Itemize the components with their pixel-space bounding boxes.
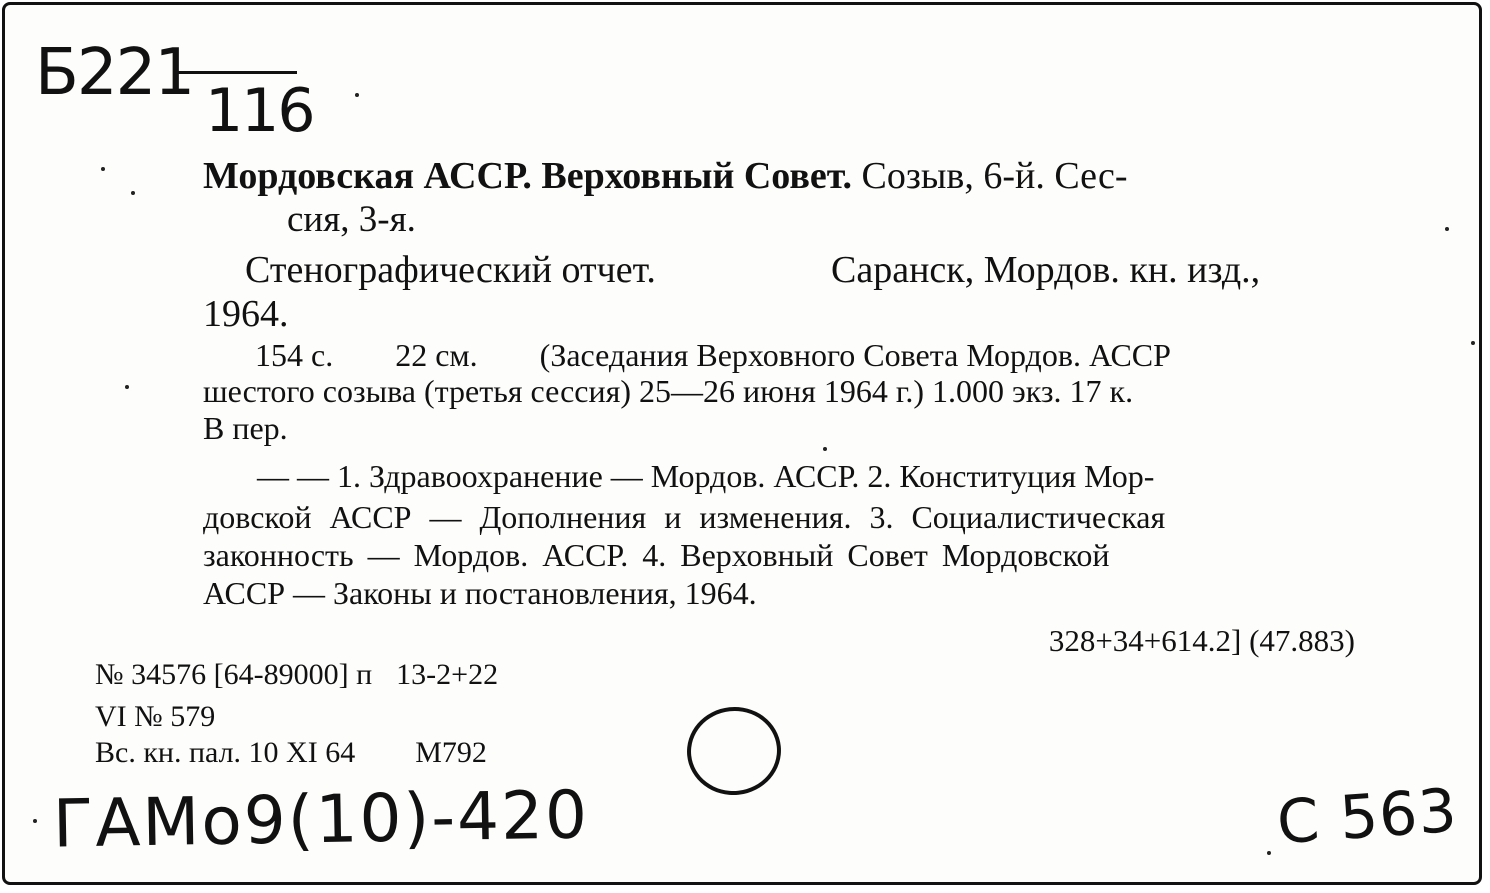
heading-author: Мордовская АССР. Верховный Совет. [203, 155, 853, 197]
shelf-mark: С 563 [1274, 775, 1460, 859]
subject-line-4: АССР — Законы и постановления, 1964. [203, 575, 757, 611]
ink-speck [1445, 227, 1449, 231]
subject-line-1: — — 1. Здравоохранение — Мордов. АССР. 2. Конституция Мор- [257, 458, 1155, 494]
subject-line-2: довской АССР — Дополнения и изменения. 3. Социалистическая [203, 499, 1166, 535]
series-note: (Заседания Верховного Совета Мордов. АССР [539, 337, 1171, 373]
technical-line-1 [95, 660, 498, 690]
order-code: М792 [415, 736, 487, 769]
call-number-overline [175, 71, 297, 74]
imprint-year: 1964. [203, 293, 289, 335]
archive-code: ГАМо9(10)-420 [52, 776, 590, 863]
ink-speck [1471, 341, 1475, 345]
ink-speck [1267, 851, 1271, 855]
physical-description-line-2: шестого созыва (третья сессия) 25—26 июня 1964 г.) 1.000 экз. 17 к. [203, 373, 1134, 409]
page-count: 154 с. [255, 337, 334, 373]
ink-speck [131, 191, 135, 195]
physical-description-line-1 [255, 339, 1171, 371]
imprint-line-1 [245, 249, 1261, 291]
technical-line-2: VI № 579 [95, 700, 216, 733]
ink-speck [355, 93, 359, 97]
ink-speck [33, 819, 37, 823]
call-number: Б221 [35, 36, 194, 110]
classification-number: 328+34+614.2] (47.883) [1048, 623, 1355, 658]
ink-speck [101, 167, 105, 171]
binding-note: В пер. [203, 410, 288, 446]
imprint-title: Стенографический отчет. [245, 249, 656, 291]
catalog-card [2, 2, 1482, 885]
subject-line-3: законность — Мордов. АССР. 4. Верховный Совет Мордовской [203, 537, 1110, 573]
book-chamber-date: Вс. кн. пал. 10 XI 64 [95, 736, 356, 769]
heading-convocation: Созыв, 6-й. Сес- [861, 155, 1128, 197]
index-number: 13-2+22 [396, 658, 499, 691]
ink-speck [125, 385, 129, 389]
registration-number: № 34576 [64-89000] п [95, 658, 373, 691]
technical-line-3 [95, 738, 487, 768]
book-size: 22 см. [395, 337, 478, 373]
circle-stamp [683, 702, 786, 799]
imprint-publisher: Саранск, Мордов. кн. изд., [831, 249, 1261, 291]
heading-line-2: сия, 3-я. [287, 199, 416, 240]
heading-line-1 [203, 157, 1128, 195]
call-subnumber: 116 [205, 76, 314, 146]
ink-speck [823, 447, 827, 451]
